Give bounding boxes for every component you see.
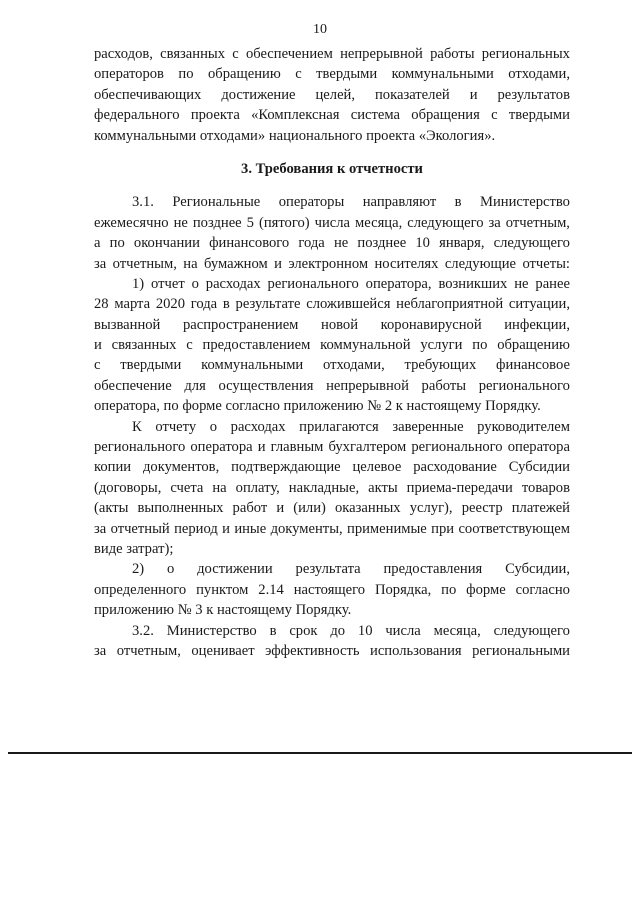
word: требующих bbox=[404, 357, 477, 374]
word: 28 bbox=[94, 296, 109, 313]
word: 2 bbox=[384, 398, 393, 415]
word: месяца, bbox=[355, 214, 403, 231]
word: и bbox=[274, 255, 282, 272]
word: приложению bbox=[283, 398, 364, 415]
text-line bbox=[94, 376, 570, 396]
word: расходование bbox=[413, 459, 497, 476]
text-line bbox=[94, 274, 570, 294]
word: обеспечивающих bbox=[94, 86, 202, 103]
text-line bbox=[94, 580, 570, 600]
word: копии bbox=[94, 459, 132, 476]
word: достижении bbox=[197, 561, 273, 578]
text-line bbox=[94, 539, 570, 559]
word: регионального bbox=[411, 439, 503, 456]
word: коммунальными bbox=[391, 66, 494, 83]
word: о bbox=[167, 561, 175, 578]
word: 10 bbox=[357, 622, 373, 639]
word: бумажном bbox=[204, 255, 268, 272]
word: операторы bbox=[278, 194, 345, 211]
word: по bbox=[178, 66, 194, 83]
word: настоящему bbox=[216, 602, 292, 619]
paragraph-3-2 bbox=[94, 621, 570, 662]
bottom-rule bbox=[8, 752, 632, 754]
word: инфекции, bbox=[504, 316, 570, 333]
word: отчеты: bbox=[522, 255, 570, 272]
word: работ bbox=[232, 500, 268, 517]
word: заверенные bbox=[392, 418, 464, 435]
word: на bbox=[183, 255, 198, 272]
word: проекта bbox=[366, 127, 416, 144]
word: срок bbox=[289, 622, 318, 639]
word: обращению bbox=[208, 66, 281, 83]
word: регионального bbox=[478, 377, 570, 394]
word: связанных bbox=[111, 337, 177, 354]
word: Порядка, bbox=[374, 581, 432, 598]
word: а bbox=[94, 235, 101, 252]
word: за bbox=[94, 642, 107, 659]
paragraph-3-1 bbox=[94, 192, 570, 274]
word: обращению bbox=[497, 337, 570, 354]
word: неблагоприятной bbox=[396, 296, 504, 313]
word: «Комплексная bbox=[251, 107, 340, 124]
word: отчет bbox=[151, 275, 185, 292]
word: связанных bbox=[160, 46, 226, 62]
text-line bbox=[94, 335, 570, 355]
word: на bbox=[212, 479, 227, 496]
word: расходах bbox=[205, 275, 261, 292]
word: обеспечением bbox=[245, 46, 333, 62]
word: главным bbox=[270, 439, 324, 456]
word: за bbox=[488, 214, 501, 231]
text-line bbox=[94, 396, 570, 416]
word: работы bbox=[430, 46, 475, 62]
word: направляют bbox=[362, 194, 437, 211]
word: обеспечение bbox=[94, 377, 172, 394]
word: 3.1. bbox=[132, 194, 154, 211]
word: ранее bbox=[535, 275, 570, 292]
word: целей, bbox=[315, 86, 356, 103]
word: эффективность bbox=[265, 642, 360, 659]
word: Региональные bbox=[172, 194, 261, 211]
word: года bbox=[190, 296, 218, 313]
word: непрерывной bbox=[326, 377, 409, 394]
word: товаров bbox=[521, 479, 570, 496]
word: ежемесячно bbox=[94, 214, 169, 231]
word: (пятого) bbox=[258, 214, 310, 231]
word: показателей bbox=[374, 86, 450, 103]
word: оплату, bbox=[235, 479, 280, 496]
text-line bbox=[94, 559, 570, 579]
word: применимые bbox=[347, 520, 427, 537]
word: с bbox=[232, 46, 239, 62]
word: (или) bbox=[293, 500, 326, 517]
page-number: 10 bbox=[313, 22, 327, 37]
word: работы bbox=[421, 377, 467, 394]
text-line bbox=[94, 233, 570, 253]
text-line bbox=[94, 498, 570, 518]
word: иные bbox=[234, 520, 267, 537]
word: обращения bbox=[411, 107, 480, 124]
word: года bbox=[298, 235, 325, 252]
word: результатов bbox=[497, 86, 570, 103]
word: предоставления bbox=[383, 561, 483, 578]
word: пунктом bbox=[196, 581, 249, 598]
word: с bbox=[186, 337, 193, 354]
word: за bbox=[94, 520, 107, 537]
word: марта bbox=[114, 296, 151, 313]
word: и bbox=[222, 520, 230, 537]
text-line bbox=[94, 254, 570, 274]
word: Министерство bbox=[166, 622, 257, 639]
text-line bbox=[94, 105, 570, 125]
word: услуги bbox=[420, 337, 463, 354]
word: настоящего bbox=[293, 581, 366, 598]
word: расходов, bbox=[94, 46, 153, 62]
word: числа bbox=[314, 214, 351, 231]
word: следующего bbox=[407, 214, 484, 231]
word: следующего bbox=[493, 622, 570, 639]
word: по bbox=[109, 235, 125, 252]
word: с bbox=[491, 107, 498, 124]
word: национального bbox=[268, 127, 363, 144]
word: руководителем bbox=[477, 418, 570, 435]
word: твердыми bbox=[508, 107, 570, 124]
word: твердыми bbox=[120, 357, 182, 374]
word: 2) bbox=[132, 561, 145, 578]
word: целевое bbox=[352, 459, 402, 476]
word: о bbox=[209, 418, 218, 435]
word: в bbox=[454, 194, 462, 211]
word: Порядку. bbox=[295, 602, 352, 619]
text-line bbox=[94, 294, 570, 314]
word: отчетным, bbox=[112, 255, 177, 272]
word: акты bbox=[368, 479, 398, 496]
text-line bbox=[94, 192, 570, 212]
word: 5 bbox=[246, 214, 254, 231]
word: приема-передачи bbox=[406, 479, 513, 496]
word: форме bbox=[466, 581, 506, 598]
word: вызванной bbox=[94, 316, 161, 333]
paragraph-item-1 bbox=[94, 274, 570, 417]
word: отчетным, bbox=[116, 642, 181, 659]
word: приложению bbox=[94, 602, 175, 619]
word: финансовое bbox=[496, 357, 570, 374]
text-line bbox=[94, 126, 570, 146]
word: форме bbox=[182, 398, 222, 415]
word: оператора, bbox=[365, 275, 432, 292]
word: с bbox=[295, 66, 302, 83]
word: накладные, bbox=[288, 479, 360, 496]
text-line bbox=[94, 478, 570, 498]
word: и bbox=[257, 439, 266, 456]
word: согласно bbox=[515, 581, 570, 598]
word: Министерство bbox=[479, 194, 570, 211]
word: отходами, bbox=[323, 357, 385, 374]
word: отходами, bbox=[508, 66, 570, 83]
word: ситуации, bbox=[508, 296, 570, 313]
word: бухгалтером bbox=[328, 439, 407, 456]
word: и bbox=[276, 500, 285, 517]
text-line bbox=[94, 621, 570, 641]
word: № bbox=[367, 398, 382, 415]
word: за bbox=[94, 255, 107, 272]
word: оператора bbox=[190, 439, 253, 456]
word: непрерывной bbox=[340, 46, 423, 62]
word: «Экология». bbox=[418, 127, 496, 144]
word: твердыми bbox=[316, 66, 378, 83]
word: платежей bbox=[511, 500, 570, 517]
word: оператора bbox=[507, 439, 570, 456]
text-line bbox=[94, 315, 570, 335]
text-line bbox=[94, 85, 570, 105]
word: не bbox=[514, 275, 529, 292]
word: счета bbox=[170, 479, 204, 496]
word: система bbox=[350, 107, 400, 124]
word: не bbox=[333, 235, 349, 252]
word: отчетный bbox=[110, 520, 170, 537]
word: региональными bbox=[472, 642, 570, 659]
word: № bbox=[177, 602, 192, 619]
word: в bbox=[269, 622, 277, 639]
word: 2020 bbox=[155, 296, 186, 313]
word: Субсидии bbox=[508, 459, 570, 476]
word: по bbox=[472, 337, 488, 354]
word: оказанных bbox=[335, 500, 401, 517]
text-line bbox=[94, 641, 570, 661]
word: 2.14 bbox=[258, 581, 284, 598]
text-line bbox=[94, 213, 570, 233]
word: настоящему bbox=[406, 398, 482, 415]
word: в bbox=[222, 296, 230, 313]
word: коммунальными bbox=[94, 127, 197, 144]
word: проекта bbox=[190, 107, 240, 124]
word: следующие bbox=[444, 255, 517, 272]
word: прилагаются bbox=[299, 418, 379, 435]
word: результата bbox=[295, 561, 361, 578]
text-line bbox=[94, 355, 570, 375]
word: выполненных bbox=[137, 500, 224, 517]
word: и bbox=[469, 86, 478, 103]
word: электронном bbox=[288, 255, 369, 272]
paragraph-item-2 bbox=[94, 559, 570, 620]
word: новой bbox=[321, 316, 359, 333]
text-line bbox=[94, 44, 570, 64]
word: Субсидии, bbox=[505, 561, 570, 578]
word: коронавирусной bbox=[380, 316, 482, 333]
word: возникших bbox=[438, 275, 508, 292]
word: и bbox=[94, 337, 102, 354]
word: (акты bbox=[94, 500, 129, 517]
word: оператора, bbox=[94, 398, 160, 415]
word: региональных bbox=[481, 46, 570, 62]
word: сложившейся bbox=[306, 296, 391, 313]
word: реестр bbox=[461, 500, 503, 517]
paragraph-attachments bbox=[94, 417, 570, 560]
word: января, bbox=[439, 235, 485, 252]
word: использования bbox=[370, 642, 462, 659]
section-heading: 3. Требования к отчетности bbox=[241, 160, 423, 177]
text-line bbox=[94, 600, 570, 620]
word: достижение bbox=[221, 86, 296, 103]
word: согласно bbox=[225, 398, 280, 415]
word: с bbox=[94, 357, 101, 374]
word: 3 bbox=[195, 602, 203, 619]
word: к bbox=[206, 602, 214, 619]
text-line bbox=[94, 64, 570, 84]
word: носителях bbox=[374, 255, 439, 272]
word: затрат); bbox=[126, 540, 174, 557]
word: коммунальными bbox=[201, 357, 304, 374]
word: операторов bbox=[94, 66, 164, 83]
word: при bbox=[431, 520, 455, 537]
word: числа bbox=[385, 622, 421, 639]
word: предоставлением bbox=[202, 337, 311, 354]
word: месяца, bbox=[433, 622, 481, 639]
word: отчету bbox=[155, 418, 197, 435]
word: по bbox=[441, 581, 457, 598]
word: оценивает bbox=[191, 642, 255, 659]
word: регионального bbox=[267, 275, 359, 292]
word: осуществления bbox=[218, 377, 314, 394]
paragraph-intro bbox=[94, 44, 570, 146]
document-body bbox=[94, 44, 570, 661]
word: о bbox=[191, 275, 199, 292]
text-line bbox=[94, 417, 570, 437]
word: отчетным, bbox=[505, 214, 570, 231]
word: 1) bbox=[132, 275, 145, 292]
word: финансового bbox=[209, 235, 290, 252]
word: документы, bbox=[270, 520, 343, 537]
word: позднее bbox=[357, 235, 407, 252]
text-line bbox=[94, 519, 570, 539]
word: 10 bbox=[415, 235, 430, 252]
word: К bbox=[132, 418, 142, 435]
text-line bbox=[94, 457, 570, 477]
word: результате bbox=[235, 296, 301, 313]
word: соответствующем bbox=[458, 520, 570, 537]
word: до bbox=[330, 622, 346, 639]
word: услуг), bbox=[409, 500, 453, 517]
word: регионального bbox=[94, 439, 186, 456]
word: коммунальной bbox=[320, 337, 411, 354]
word: по bbox=[163, 398, 179, 415]
word: определенного bbox=[94, 581, 187, 598]
word: позднее bbox=[192, 214, 242, 231]
word: (договоры, bbox=[94, 479, 162, 496]
word: отходами» bbox=[199, 127, 266, 144]
word: Порядку. bbox=[485, 398, 541, 415]
word: окончании bbox=[133, 235, 200, 252]
word: распространением bbox=[182, 316, 299, 333]
word: для bbox=[184, 377, 206, 394]
text-line bbox=[94, 437, 570, 457]
word: расходах bbox=[230, 418, 286, 435]
word: период bbox=[174, 520, 218, 537]
word: документов, bbox=[142, 459, 220, 476]
word: следующего bbox=[493, 235, 570, 252]
word: не bbox=[173, 214, 188, 231]
word: к bbox=[395, 398, 403, 415]
word: 3.2. bbox=[132, 622, 154, 639]
word: федерального bbox=[94, 107, 180, 124]
word: подтверждающие bbox=[231, 459, 341, 476]
word: виде bbox=[94, 540, 123, 557]
